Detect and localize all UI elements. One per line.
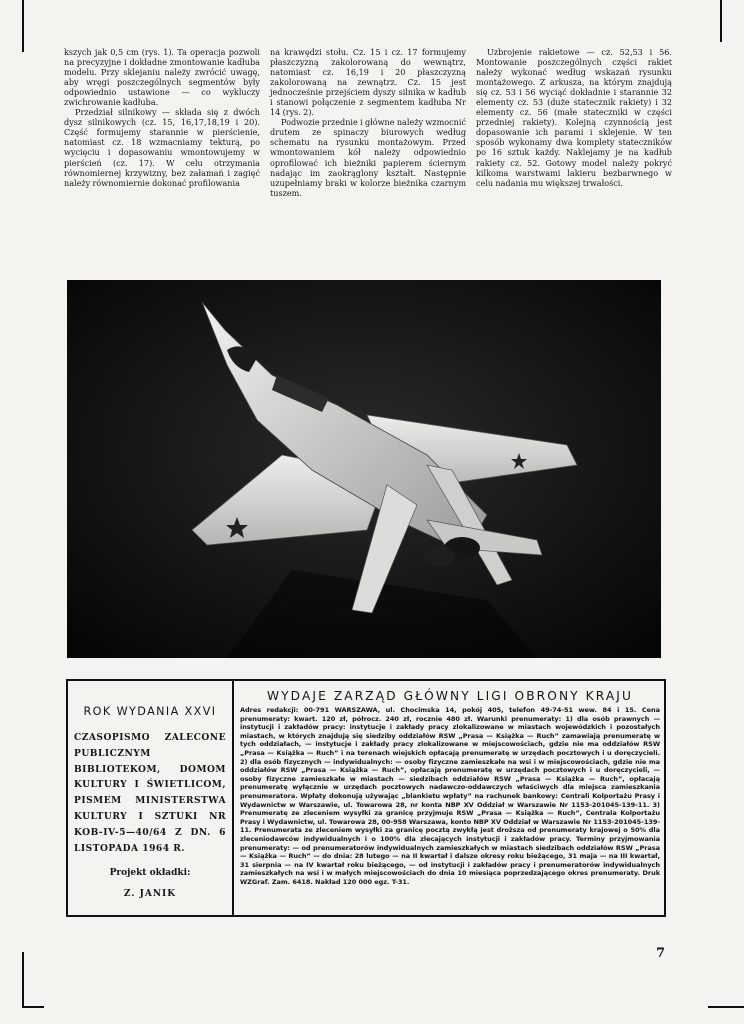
- imprint-right-panel: [240, 689, 660, 886]
- publication-year-line: ROK WYDANIA XXVI: [83, 705, 217, 718]
- corner-mark-top-left: [22, 0, 24, 52]
- imprint-left-panel: [74, 705, 226, 899]
- paragraph: Podwozie przednie i główne należy wzmocnić drutem ze spinaczy biurowych według schematu na rysunku montażowym. Przed wmontowaniem kół należy odpowiednio oprofilować ich bieżniki papierem ściernym nadając im zaokrąglony kształt. Następnie uzupełniamy braki w kolorze bieżnika czarnym tuszem.: [270, 117, 466, 198]
- aircraft-model-illustration: [67, 280, 661, 658]
- article-column-3: [476, 47, 672, 188]
- corner-mark-top-right: [720, 0, 722, 42]
- paragraph: Uzbrojenie rakietowe — cz. 52,53 i 56. Montowanie poszczególnych części rakiet należy wykonać według wskazań rysunku montażowego. Z arkusza, na którym znajdują się cz. 53 i 56 wyciąć dokładnie i starannie 32 elementy cz. 53 (duże statecznik rakiety) i 32 elementy cz. 56 (małe stateczniki w części przedniej rakiety). Kolejną czynnością jest dopasowanie ich parami i sklejenie. W ten sposób wykonamy dwa komplety stateczników po 16 sztuk każdy. Naklejamy je na kadłub rakiety cz. 52. Gotowy model należy pokryć kilkoma warstwami lakieru bezbarwnego w celu nadania mu większej trwałości.: [476, 47, 672, 188]
- imprint-divider: [232, 681, 234, 915]
- article-column-2: [270, 47, 466, 198]
- paragraph: na krawędzi stołu. Cz. 15 i cz. 17 formujemy płaszczyzną zakolorowaną do wewnątrz, natomiast cz. 16,19 i 20 płaszczyzną zakolorowaną na zewnątrz. Cz. 15 jest jednocześnie przejściem dyszy silnika w kadłub i stanowi połączenie z segmentem kadłuba Nr 14 (rys. 2).: [270, 47, 466, 118]
- cover-design-author: Z. JANIK: [123, 889, 177, 900]
- ministry-recommendation: CZASOPISMO ZALECONE PUBLICZNYM BIBLIOTEKOM, DOMOM KULTURY I ŚWIETLICOM, PISMEM MINISTERSTWA KULTURY I SZTUKI NR KOB-IV-5—40/64 Z DN. 6 LISTOPADA 1964 R.: [74, 732, 226, 854]
- imprint-box: [66, 679, 666, 917]
- page-number: 7: [656, 946, 666, 961]
- article-column-1: [64, 47, 260, 188]
- corner-mark-bottom-right: [708, 1006, 744, 1008]
- paragraph: Przedział silnikowy — składa się z dwóch dysz silnikowych (cz. 15, 16,17,18,19 i 20). Część formujemy starannie w pierścienie, natomiast cz. 18 wzmacniamy tekturą, po wycięciu i dopasowaniu wmontowujemy w pierścień (cz. 17). W celu otrzymania równomiernej krzywizny, bez załamań i zagięć należy równomiernie dokonać profilowania: [64, 107, 260, 188]
- corner-mark-bottom-left-rule: [22, 1006, 44, 1008]
- corner-mark-bottom-left: [22, 952, 24, 1008]
- engine-nozzle-2: [423, 546, 455, 566]
- publisher-heading: WYDAJE ZARZĄD GŁÓWNY LIGI OBRONY KRAJU: [266, 689, 633, 703]
- cover-design-label: Projekt okładki:: [109, 868, 191, 879]
- subscription-terms: Adres redakcji: 00-791 WARSZAWA, ul. Chocimska 14, pokój 405, telefon 49-74-51 wew. 84 i 15. Cena prenumeraty: kwart. 120 zł, półrocz. 240 zł, rocznie 480 zł. Warunki prenumeraty: 1) dla osób prawnych — instytucji i zakładów pracy: instytucje i zakłady pracy zlokalizowane w miastach wojewódzkich i pozostałych miastach, w których znajdują się siedziby oddziałów RSW „Prasa — Książka — Ruch” zamawiają prenumeratę w tych oddziałach, — instytucje i zakłady pracy zlokalizowane w miejscowościach, gdzie nie ma oddziałów RSW „Prasa — Książka — Ruch” i na terenach wiejskich opłacają prenumeratę w urzędach pocztowych i u doręczycieli. 2) dla osób fizycznych — indywidualnych: — osoby fizyczne zamieszkałe na wsi i w miejscowościach, gdzie nie ma oddziałów RSW „Prasa — Książka — Ruch”, opłacają prenumeratę w urzędach pocztowych i u doręczycieli, — osoby fizyczne zamieszkałe w miastach — siedzibach oddziałów RSW „Prasa — Książka — Ruch”, opłacają prenumeratę wyłącznie w urzędach pocztowych nadawczo-oddawczych właściwych dla miejsca zamieszkania prenumeratora. Wpłaty dokonują używając „blankietu wpłaty” na rachunek bankowy: Centrali Kolportażu Prasy i Wydawnictw w Warszawie, ul. Towarowa 28, nr konta NBP XV Oddział w Warszawie Nr 1153-201045-139-11. 3) Prenumeratę ze zleceniem wysyłki za granicę przyjmuje RSW „Prasa — Książka — Ruch”, Centrala Kolportażu Prasy i Wydawnictw, ul. Towarowa 28, 00-958 Warszawa, konto NBP XV Oddział w Warszawie Nr 1153-201045-139-11. Prenumerata ze zleceniem wysyłki za granicę pocztą zwykłą jest droższa od prenumeraty krajowej o 50% dla zleceniodawców indywidualnych i o 100% dla zlecających instytucji i zakładów pracy. Terminy przyjmowania prenumeraty: — od prenumeratorów indywidualnych zamieszkałych w miastach siedzibach oddziałów RSW „Prasa — Książka — Ruch” — do dnia: 28 lutego — na II kwartał i dalsze okresy roku bieżącego, 31 maja — na III kwartał, 31 sierpnia — na IV kwartał roku bieżącego, — od instytucji i zakładów pracy i prenumeratorów indywidualnych zamieszkałych na wsi i w małych miejscowościach do dnia 10 miesiąca poprzedzającego okres prenumeraty. Druk WZGraf. Zam. 6418. Nakład 120 000 egz. T-31.: [240, 706, 660, 886]
- paragraph: kszych jak 0,5 cm (rys. 1). Ta operacja pozwoli na precyzyjne i dokładne zmontowanie kadłuba modelu. Przy sklejaniu należy zwrócić uwagę, aby wręgi poszczególnych segmentów były odpowiednio ustawione — co wykluczy zwichrowanie kadłuba.: [64, 47, 260, 108]
- aircraft-model-photo: [67, 280, 661, 658]
